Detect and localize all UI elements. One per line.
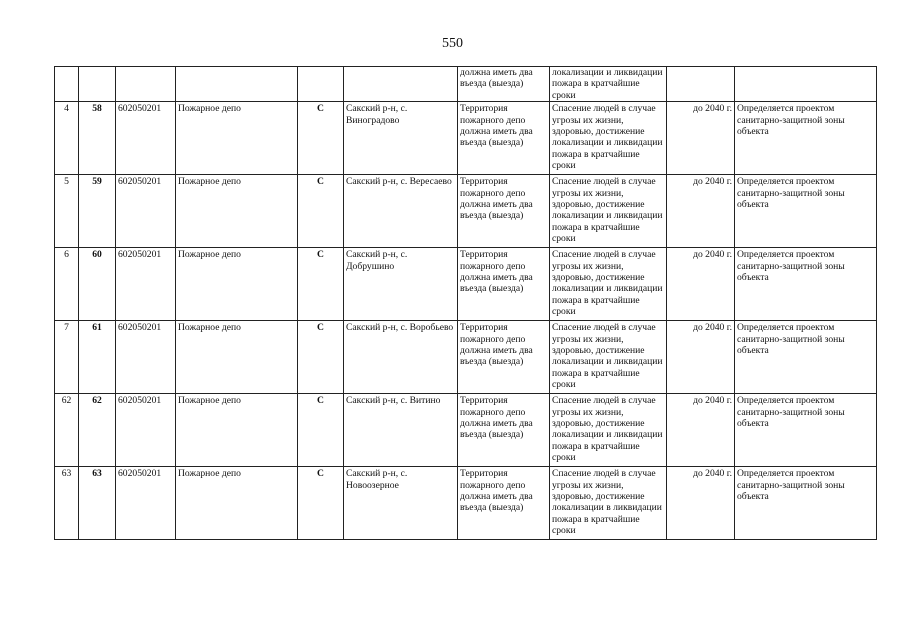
cell-code: 61	[79, 321, 116, 394]
cell-location: Сакский р-н, с. Воробьево	[344, 321, 458, 394]
cell-code: 60	[79, 248, 116, 321]
cell-term: до 2040 г.	[667, 248, 735, 321]
cell-code	[79, 67, 116, 102]
cell-zone: Определяется проектом санитарно-защитной зоны объекта	[735, 394, 877, 467]
cell-num: 62	[55, 394, 79, 467]
cell-term: до 2040 г.	[667, 321, 735, 394]
cell-territory: Территория пожарного депо должна иметь два въезда (выезда)	[458, 321, 550, 394]
cell-id	[116, 67, 176, 102]
cell-term: до 2040 г.	[667, 175, 735, 248]
cell-territory: Территория пожарного депо должна иметь два въезда (выезда)	[458, 175, 550, 248]
cell-id: 602050201	[116, 394, 176, 467]
cell-code: 59	[79, 175, 116, 248]
cell-purpose: Спасение людей в случае угрозы их жизни, здоровью, достижение локализации и ликвидации пожара в кратчайшие сроки	[550, 248, 667, 321]
cell-term	[667, 67, 735, 102]
cell-location	[344, 67, 458, 102]
cell-name: Пожарное депо	[176, 321, 298, 394]
cell-id: 602050201	[116, 321, 176, 394]
cell-zone: Определяется проектом санитарно-защитной зоны объекта	[735, 102, 877, 175]
table-row	[55, 175, 877, 248]
cell-territory: Территория пожарного депо должна иметь два въезда (выезда)	[458, 248, 550, 321]
table-row	[55, 467, 877, 540]
cell-purpose: Спасение людей в случае угрозы их жизни, здоровью, достижение локализации и ликвидации пожара в кратчайшие сроки	[550, 321, 667, 394]
cell-purpose: Спасение людей в случае угрозы их жизни, здоровью, достижение локализации и ликвидации пожара в кратчайшие сроки	[550, 394, 667, 467]
cell-term: до 2040 г.	[667, 467, 735, 540]
cell-status: С	[298, 248, 344, 321]
cell-name: Пожарное депо	[176, 175, 298, 248]
cell-location: Сакский р-н, с. Новоозерное	[344, 467, 458, 540]
cell-status: С	[298, 467, 344, 540]
table-row	[55, 394, 877, 467]
cell-num: 5	[55, 175, 79, 248]
cell-territory: Территория пожарного депо должна иметь два въезда (выезда)	[458, 102, 550, 175]
page-number: 550	[442, 36, 463, 51]
cell-purpose: Спасение людей в случае угрозы их жизни, здоровью, достижение локализации в ликвидации пожара в кратчайшие сроки	[550, 467, 667, 540]
cell-status	[298, 67, 344, 102]
continued-row	[55, 67, 877, 102]
cell-name: Пожарное депо	[176, 248, 298, 321]
cell-zone: Определяется проектом санитарно-защитной зоны объекта	[735, 321, 877, 394]
cell-num: 63	[55, 467, 79, 540]
cell-id: 602050201	[116, 467, 176, 540]
cell-code: 62	[79, 394, 116, 467]
table-row	[55, 248, 877, 321]
cell-territory: Территория пожарного депо должна иметь два въезда (выезда)	[458, 394, 550, 467]
cell-purpose: локализации и ликвидации пожара в кратчайшие сроки	[550, 67, 667, 102]
cell-code: 63	[79, 467, 116, 540]
cell-num: 4	[55, 102, 79, 175]
cell-id: 602050201	[116, 102, 176, 175]
cell-location: Сакский р-н, с. Добрушино	[344, 248, 458, 321]
cell-name: Пожарное депо	[176, 102, 298, 175]
table-row	[55, 321, 877, 394]
cell-term: до 2040 г.	[667, 102, 735, 175]
cell-term: до 2040 г.	[667, 394, 735, 467]
cell-status: С	[298, 102, 344, 175]
cell-num: 7	[55, 321, 79, 394]
cell-id: 602050201	[116, 175, 176, 248]
cell-zone: Определяется проектом санитарно-защитной зоны объекта	[735, 248, 877, 321]
cell-location: Сакский р-н, с. Витино	[344, 394, 458, 467]
cell-status: С	[298, 175, 344, 248]
table-row	[55, 102, 877, 175]
cell-name: Пожарное депо	[176, 394, 298, 467]
cell-location: Сакский р-н, с. Вересаево	[344, 175, 458, 248]
cell-num	[55, 67, 79, 102]
cell-name: Пожарное депо	[176, 467, 298, 540]
cell-id: 602050201	[116, 248, 176, 321]
cell-territory: должна иметь два въезда (выезда)	[458, 67, 550, 102]
cell-status: С	[298, 394, 344, 467]
cell-zone: Определяется проектом санитарно-защитной зоны объекта	[735, 175, 877, 248]
cell-code: 58	[79, 102, 116, 175]
cell-location: Сакский р-н, с. Виноградово	[344, 102, 458, 175]
cell-purpose: Спасение людей в случае угрозы их жизни, здоровью, достижение локализации и ликвидации пожара в кратчайшие сроки	[550, 175, 667, 248]
cell-num: 6	[55, 248, 79, 321]
cell-name	[176, 67, 298, 102]
registry-table	[54, 66, 877, 540]
cell-purpose: Спасение людей в случае угрозы их жизни, здоровью, достижение локализации и ликвидации пожара в кратчайшие сроки	[550, 102, 667, 175]
cell-status: С	[298, 321, 344, 394]
cell-zone	[735, 67, 877, 102]
cell-territory: Территория пожарного депо должна иметь два въезда (выезда)	[458, 467, 550, 540]
cell-zone: Определяется проектом санитарно-защитной зоны объекта	[735, 467, 877, 540]
